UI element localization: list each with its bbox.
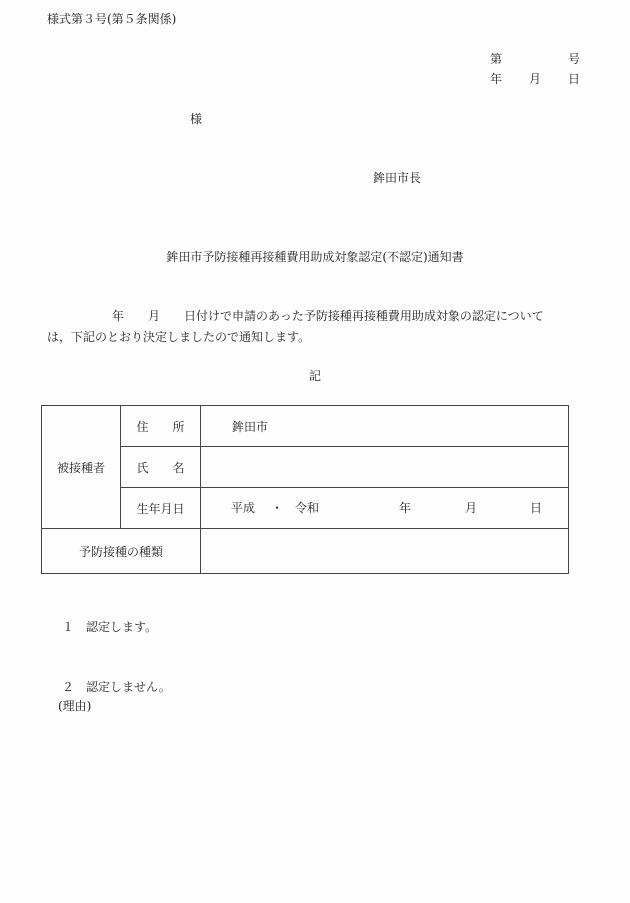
addressee-honorific: 様	[190, 112, 203, 126]
dob-value	[201, 488, 569, 529]
option-deny: ２ 認定しません。	[62, 680, 171, 694]
detail-table	[41, 405, 569, 574]
body-line1-end: て	[531, 309, 544, 323]
document-number-suffix: 号	[568, 52, 581, 66]
issue-date-day: 日	[568, 72, 581, 86]
name-label: 氏 名	[121, 447, 201, 488]
body-text-line1	[112, 310, 544, 322]
body-line1-rest: 日付けで申請のあった予防接種再接種費用助成対象の認定につい	[184, 309, 532, 323]
table-row-name	[42, 447, 569, 488]
option-approve: １ 認定します。	[62, 620, 158, 634]
dob-era1: 平成	[231, 501, 256, 515]
dob-year: 年	[399, 501, 412, 515]
category-cell: 被接種者	[42, 406, 121, 529]
dob-day: 日	[530, 501, 543, 515]
dob-separator: ・	[271, 501, 284, 515]
issue-date-month: 月	[529, 72, 542, 86]
table-row-vaccine	[42, 529, 569, 574]
document-number-prefix: 第	[490, 52, 503, 66]
document-title: 鉾田市予防接種再接種費用助成対象認定(不認定)通知書	[166, 250, 464, 264]
vaccine-label: 予防接種の種類	[42, 529, 201, 574]
table-row-address	[42, 406, 569, 447]
issuer-name: 鉾田市長	[373, 171, 422, 185]
vaccine-value	[201, 529, 569, 574]
dob-month: 月	[465, 501, 478, 515]
reason-label: (理由)	[58, 699, 92, 713]
body-month: 月	[148, 309, 161, 323]
name-value	[201, 447, 569, 488]
dob-label: 生年月日	[121, 488, 201, 529]
address-label: 住 所	[121, 406, 201, 447]
issue-date-year: 年	[490, 72, 503, 86]
address-value: 鉾田市	[201, 406, 569, 447]
dob-era2: 令和	[295, 501, 320, 515]
body-text-line2: は，下記のとおり決定しましたので通知します。	[47, 330, 311, 344]
table-row-dob	[42, 488, 569, 529]
form-number: 様式第３号(第５条関係)	[47, 12, 177, 26]
body-year: 年	[112, 309, 125, 323]
ki-heading: 記	[308, 369, 321, 383]
